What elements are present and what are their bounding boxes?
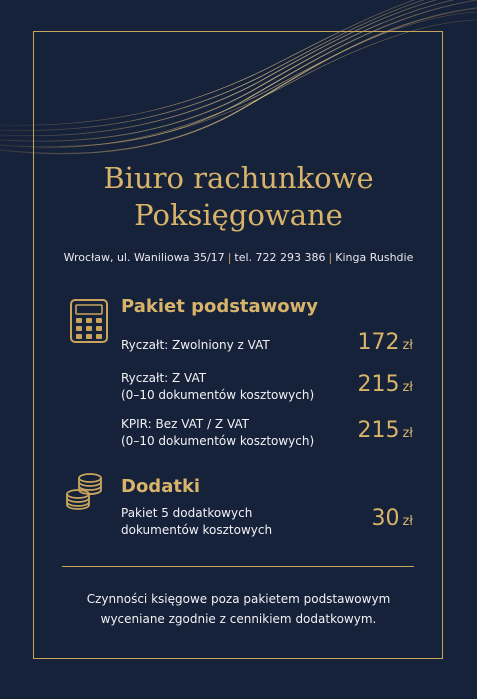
address: Wrocław, ul. Waniliowa 35/17 — [63, 251, 225, 264]
section-title-basic-package: Pakiet podstawowy — [121, 296, 319, 317]
footer-note — [0, 589, 477, 629]
price-item-label — [121, 337, 270, 354]
calculator-icon — [70, 299, 108, 343]
item-line-2: (0–10 dokumentów kosztowych) — [121, 434, 315, 448]
item-line-2: (0–10 dokumentów kosztowych) — [121, 388, 315, 402]
footer-line-1: Czynności księgowe poza pakietem podstawowym — [86, 592, 391, 606]
coins-icon — [64, 472, 104, 510]
contact-info — [0, 251, 477, 264]
price-value — [357, 372, 413, 397]
price-amount: 30 — [371, 506, 400, 531]
price-item-label — [121, 505, 272, 539]
price-value — [357, 330, 413, 355]
separator: | — [227, 251, 232, 264]
footer-line-2: wyceniane zgodnie z cennikiem dodatkowym. — [100, 612, 377, 626]
price-currency: zł — [402, 514, 413, 529]
price-value — [357, 418, 413, 443]
contact-person: Kinga Rushdie — [335, 251, 414, 264]
price-amount: 215 — [357, 372, 400, 397]
price-currency: zł — [402, 338, 413, 353]
price-amount: 172 — [357, 330, 400, 355]
price-item-label — [121, 370, 314, 404]
price-amount: 215 — [357, 418, 400, 443]
section-title-extras: Dodatki — [121, 476, 201, 497]
title-line-2: Poksięgowane — [134, 198, 343, 232]
item-line-1: Ryczałt: Z VAT — [121, 371, 207, 385]
separator: | — [328, 251, 333, 264]
price-currency: zł — [402, 426, 413, 441]
phone: tel. 722 293 386 — [234, 251, 326, 264]
price-value — [371, 506, 413, 531]
price-item-label — [121, 416, 314, 450]
title-line-1: Biuro rachunkowe — [103, 161, 374, 195]
item-line-1: Pakiet 5 dodatkowych — [121, 506, 253, 520]
divider — [62, 566, 414, 567]
item-line-2: dokumentów kosztowych — [121, 523, 273, 537]
price-currency: zł — [402, 380, 413, 395]
item-line-1: KPIR: Bez VAT / Z VAT — [121, 417, 250, 431]
item-line-1: Ryczałt: Zwolniony z VAT — [121, 338, 270, 352]
